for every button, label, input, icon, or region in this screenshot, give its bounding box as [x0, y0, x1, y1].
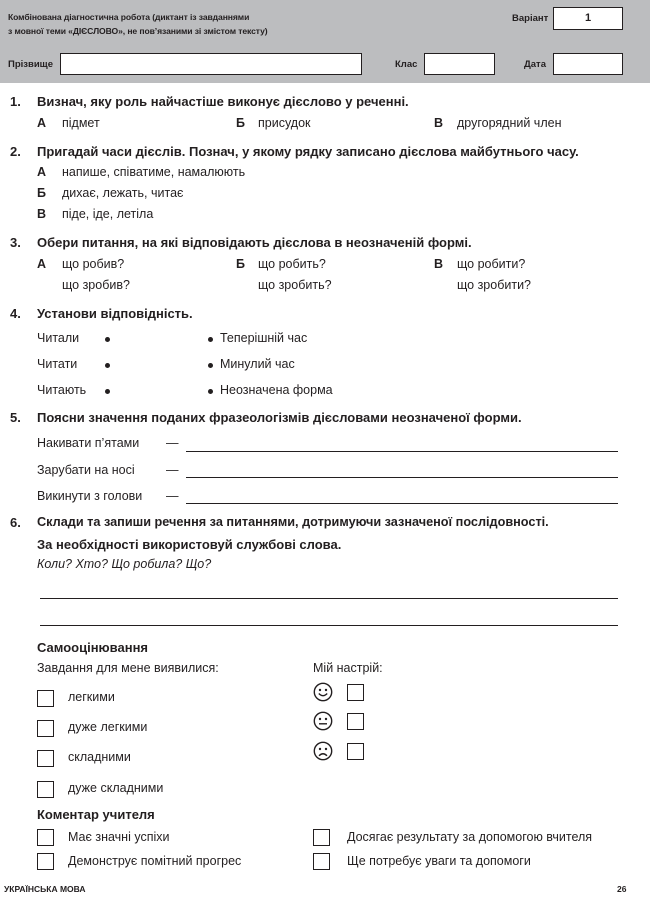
- q3-number: 3.: [10, 235, 21, 250]
- teacher-option: Досягає результату за допомогою вчителя: [347, 830, 593, 844]
- difficulty-option: дуже легкими: [68, 720, 148, 734]
- self-assessment-title: Самооцінювання: [37, 640, 149, 655]
- teacher-option: Має значні успіхи: [68, 830, 170, 844]
- q5-answer-line[interactable]: [186, 477, 618, 478]
- difficulty-checkbox-hard[interactable]: [37, 750, 54, 767]
- teacher-checkbox[interactable]: [37, 853, 54, 870]
- work-title-line1: Комбінована діагностична робота (диктант із завданнями: [8, 12, 250, 22]
- q4-right-item: Теперішній час: [220, 331, 308, 345]
- q4-right-item: Минулий час: [220, 357, 295, 371]
- difficulty-checkbox-very-hard[interactable]: [37, 781, 54, 798]
- q6-number: 6.: [10, 515, 21, 530]
- q5-phrase: Викинути з голови: [37, 489, 143, 503]
- mood-label: Мій настрій:: [313, 661, 383, 675]
- q4-left-dot[interactable]: [105, 363, 110, 368]
- q1-option-c[interactable]: другорядний член: [457, 116, 562, 130]
- surname-label: Прізвище: [8, 59, 53, 70]
- q4-right-dot[interactable]: [208, 337, 213, 342]
- q3-option-b-letter[interactable]: Б: [236, 257, 245, 271]
- q6-answer-line[interactable]: [40, 625, 618, 626]
- q4-right-dot[interactable]: [208, 389, 213, 394]
- q3-option-a-letter[interactable]: А: [37, 257, 47, 271]
- q2-option-a[interactable]: напише, співатиме, намалюють: [62, 165, 246, 179]
- page-number: 26: [617, 884, 627, 894]
- class-label: Клас: [395, 59, 418, 70]
- q4-left-item: Читають: [37, 383, 87, 397]
- q3-option-b-line1[interactable]: що робить?: [258, 257, 326, 271]
- q6-text-line2: За необхідності використовуй службові слова.: [37, 537, 342, 552]
- q3-option-a-line1[interactable]: що робив?: [62, 257, 125, 271]
- variant-label: Варіант: [512, 13, 549, 24]
- smile-icon: [313, 682, 333, 702]
- q6-text-line1: Склади та запиши речення за питаннями, дотримуючи зазначеної послідовності.: [37, 515, 549, 529]
- teacher-checkbox[interactable]: [313, 853, 330, 870]
- teacher-checkbox[interactable]: [313, 829, 330, 846]
- q4-left-dot[interactable]: [105, 337, 110, 342]
- q2-option-a-letter[interactable]: А: [37, 165, 47, 179]
- q4-right-item: Неозначена форма: [220, 383, 333, 397]
- q2-option-c-letter[interactable]: В: [37, 207, 47, 221]
- q2-option-c[interactable]: піде, іде, летіла: [62, 207, 154, 221]
- q5-answer-line[interactable]: [186, 451, 618, 452]
- variant-value: 1: [584, 12, 592, 24]
- q2-number: 2.: [10, 144, 21, 159]
- tasks-label: Завдання для мене виявилися:: [37, 661, 219, 675]
- q5-answer-line[interactable]: [186, 503, 618, 504]
- neutral-face-icon: [313, 711, 333, 731]
- q6-hint: Коли? Хто? Що робила? Що?: [37, 557, 212, 571]
- q5-phrase: Зарубати на носі: [37, 463, 135, 477]
- q1-text: Визнач, яку роль найчастіше виконує дієслово у реченні.: [37, 94, 409, 109]
- q4-left-dot[interactable]: [105, 389, 110, 394]
- difficulty-option: складними: [68, 750, 131, 764]
- q4-right-dot[interactable]: [208, 363, 213, 368]
- q4-text: Установи відповідність.: [37, 306, 193, 321]
- q1-option-a[interactable]: підмет: [62, 116, 100, 130]
- q5-dash: —: [166, 463, 179, 477]
- footer-subject: УКРАЇНСЬКА МОВА: [4, 884, 86, 894]
- work-title: [8, 10, 268, 38]
- q1-option-c-letter[interactable]: В: [434, 116, 444, 130]
- surname-field[interactable]: [60, 53, 362, 75]
- mood-checkbox-neutral[interactable]: [347, 713, 364, 730]
- teacher-checkbox[interactable]: [37, 829, 54, 846]
- q2-option-b[interactable]: дихає, лежать, читає: [62, 186, 184, 200]
- teacher-option: Демонструє помітний прогрес: [68, 854, 242, 868]
- q2-text: Пригадай часи дієслів. Познач, у якому рядку записано дієслова майбутнього часу.: [37, 144, 579, 159]
- q1-option-b[interactable]: присудок: [258, 116, 311, 130]
- class-field[interactable]: [424, 53, 495, 75]
- q5-phrase: Накивати п’ятами: [37, 436, 140, 450]
- work-title-line2: з мовної теми «ДІЄСЛОВО», не пов’язаними зі змістом тексту): [8, 26, 268, 36]
- q3-option-a-line2[interactable]: що зробив?: [62, 278, 130, 292]
- q1-number: 1.: [10, 94, 21, 109]
- mood-checkbox-happy[interactable]: [347, 684, 364, 701]
- q1-option-a-letter[interactable]: А: [37, 116, 47, 130]
- sad-face-icon: [313, 741, 333, 761]
- teacher-comment-title: Коментар учителя: [37, 807, 155, 822]
- q3-option-c-letter[interactable]: В: [434, 257, 444, 271]
- difficulty-checkbox-easy[interactable]: [37, 690, 54, 707]
- q5-number: 5.: [10, 410, 21, 425]
- q6-answer-line[interactable]: [40, 598, 618, 599]
- difficulty-option: легкими: [68, 690, 115, 704]
- mood-checkbox-sad[interactable]: [347, 743, 364, 760]
- q3-option-c-line1[interactable]: що робити?: [457, 257, 526, 271]
- date-label: Дата: [524, 59, 546, 70]
- difficulty-option: дуже складними: [68, 781, 164, 795]
- header-band: [0, 0, 650, 83]
- q2-option-b-letter[interactable]: Б: [37, 186, 46, 200]
- teacher-option: Ще потребує уваги та допомоги: [347, 854, 531, 868]
- variant-box[interactable]: [553, 7, 623, 30]
- q4-left-item: Читати: [37, 357, 78, 371]
- q5-dash: —: [166, 489, 179, 503]
- q4-left-item: Читали: [37, 331, 80, 345]
- q5-text: Поясни значення поданих фразеологізмів дієсловами неозначеної форми.: [37, 410, 522, 425]
- q5-dash: —: [166, 436, 179, 450]
- difficulty-checkbox-very-easy[interactable]: [37, 720, 54, 737]
- q3-option-c-line2[interactable]: що зробити?: [457, 278, 532, 292]
- q3-option-b-line2[interactable]: що зробить?: [258, 278, 332, 292]
- date-field[interactable]: [553, 53, 623, 75]
- q4-number: 4.: [10, 306, 21, 321]
- q1-option-b-letter[interactable]: Б: [236, 116, 245, 130]
- q3-text: Обери питання, на які відповідають дієслова в неозначеній формі.: [37, 235, 472, 250]
